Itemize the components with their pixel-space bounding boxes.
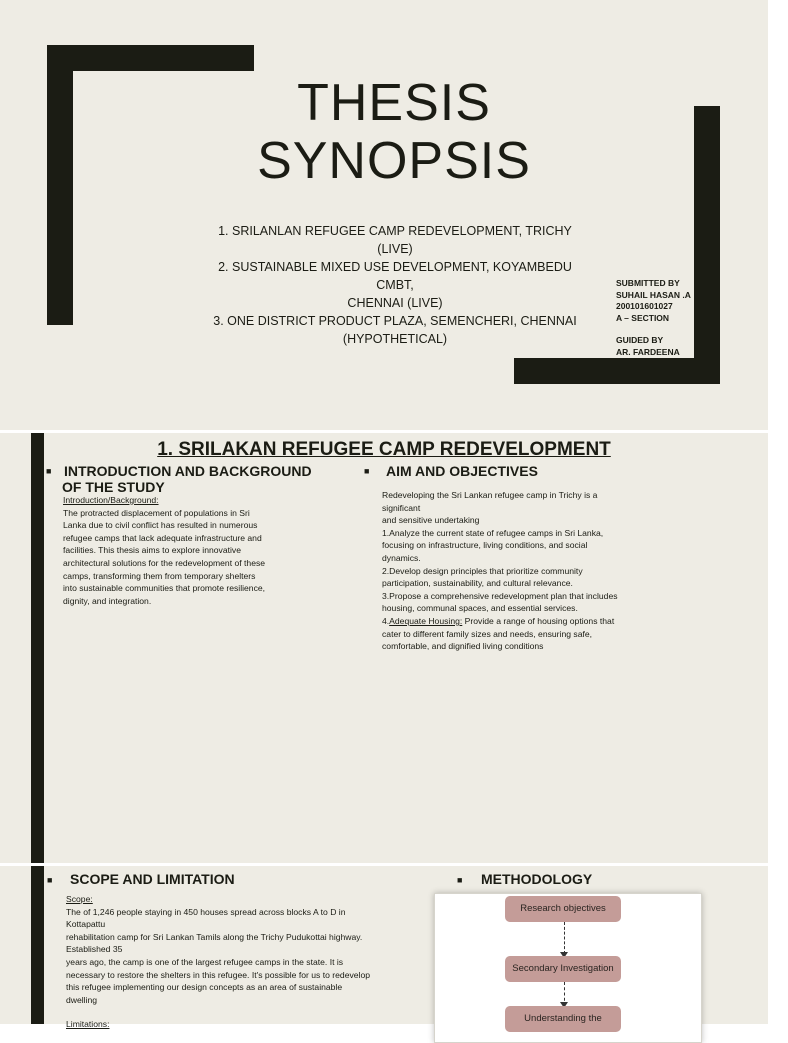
intro-heading-line-2: OF THE STUDY bbox=[62, 479, 165, 495]
scope-line: necessary to restore the shelters in this refugee. It's possible for us to redevelop bbox=[66, 969, 371, 980]
aim-item-4 bbox=[382, 615, 672, 628]
intro-label: Introduction/Background: bbox=[63, 495, 159, 505]
methodology-flowchart bbox=[434, 893, 702, 1043]
topic-line: (HYPOTHETICAL) bbox=[342, 332, 448, 346]
aim-heading: AIM AND OBJECTIVES bbox=[386, 463, 538, 479]
flow-arrow-line bbox=[564, 922, 565, 954]
topic-line: 1. SRILANLAN REFUGEE CAMP REDEVELOPMENT, TRICHY (LIVE) bbox=[218, 224, 572, 256]
aim-line: participation, sustainability, and cultural relevance. bbox=[382, 578, 573, 589]
limitations-label: Limitations: bbox=[66, 1019, 110, 1030]
refugee-camp-slide bbox=[0, 433, 768, 863]
aim-line: significant bbox=[382, 502, 421, 513]
intro-heading-line-1: INTRODUCTION AND BACKGROUND bbox=[64, 463, 312, 479]
roll-number: 200101601027 bbox=[616, 301, 673, 311]
aim-line: focusing on infrastructure, living conditions, and social bbox=[382, 540, 588, 551]
intro-heading bbox=[64, 463, 324, 495]
page-title bbox=[0, 74, 788, 190]
frame-bottom-right-horizontal bbox=[514, 358, 720, 384]
intro-line: refugee camps that lack adequate infrastructure and bbox=[63, 532, 262, 543]
scope-label: Scope: bbox=[66, 894, 93, 904]
aim-line: 1.Analyze the current state of refugee camps in Sri Lanka, bbox=[382, 527, 604, 538]
step-secondary-investigation: Secondary Investigation bbox=[505, 956, 621, 982]
section: A – SECTION bbox=[616, 312, 670, 323]
topic-line: 2. SUSTAINABLE MIXED USE DEVELOPMENT, KOYAMBEDU CMBT, bbox=[218, 260, 572, 292]
title-slide bbox=[0, 0, 768, 430]
frame-top-left-horizontal bbox=[47, 45, 254, 71]
step-understanding: Understanding the bbox=[505, 1006, 621, 1032]
scope-line: dwelling bbox=[66, 994, 98, 1005]
spacer bbox=[616, 324, 691, 335]
bullet-square-icon: ■ bbox=[457, 875, 463, 885]
topic-line: 3. ONE DISTRICT PRODUCT PLAZA, SEMENCHERI, CHENNAI bbox=[213, 314, 577, 328]
title-line-2: SYNOPSIS bbox=[257, 132, 531, 190]
scope-line: years ago, the camp is one of the largest refugee camps in the state. It is bbox=[66, 956, 344, 967]
aim-item-4-text: Provide a range of housing options that bbox=[462, 615, 615, 626]
intro-body bbox=[63, 494, 323, 607]
bullet-square-icon: ■ bbox=[46, 466, 52, 476]
intro-line: architectural solutions for the redevelopment of these bbox=[63, 557, 266, 568]
left-accent-bar bbox=[31, 433, 44, 863]
aim-line: housing, communal spaces, and essential services. bbox=[382, 603, 578, 614]
spacer bbox=[66, 1006, 426, 1018]
intro-line: The protracted displacement of populations in Sri bbox=[63, 507, 250, 518]
aim-line: cater to different family sizes and needs, ensuring safe, bbox=[382, 628, 593, 639]
scope-line: this refugee implementing our design concepts as an area of sustainable bbox=[66, 982, 343, 993]
aim-line: 2.Develop design principles that prioritize community bbox=[382, 565, 583, 576]
scope-line: The of 1,246 people staying in 450 houses spread across blocks A to D in bbox=[66, 906, 346, 917]
aim-line: comfortable, and dignified living conditions bbox=[382, 641, 544, 652]
aim-line: Redeveloping the Sri Lankan refugee camp in Trichy is a bbox=[382, 490, 598, 500]
aim-item-4-label: Adequate Housing: bbox=[389, 615, 463, 626]
guide-name: AR. FARDEENA bbox=[616, 346, 680, 357]
bullet-square-icon: ■ bbox=[364, 466, 370, 476]
thesis-topics bbox=[200, 222, 590, 348]
scope-body bbox=[66, 893, 426, 1031]
aim-item-4-prefix: 4. bbox=[382, 615, 390, 626]
intro-line: dignity, and integration. bbox=[63, 595, 152, 606]
aim-body bbox=[382, 489, 672, 653]
scope-line: Established 35 bbox=[66, 944, 123, 955]
aim-line: 3.Propose a comprehensive redevelopment plan that includes bbox=[382, 590, 618, 601]
intro-line: Lanka due to civil conflict has resulted in numerous bbox=[63, 520, 258, 531]
intro-line: facilities. This thesis aims to explore innovative bbox=[63, 545, 242, 556]
scope-line: rehabilitation camp for Sri Lankan Tamils along the Trichy Pudukottai highway. bbox=[66, 931, 363, 942]
aim-line: and sensitive undertaking bbox=[382, 515, 480, 526]
guided-by-label: GUIDED BY bbox=[616, 335, 664, 345]
topic-line: CHENNAI (LIVE) bbox=[347, 296, 443, 310]
title-line-1: THESIS bbox=[297, 74, 491, 132]
section-heading: 1. SRILAKAN REFUGEE CAMP REDEVELOPMENT bbox=[157, 439, 611, 460]
submission-details bbox=[616, 278, 691, 358]
step-research-objectives: Research objectives bbox=[505, 896, 621, 922]
scope-heading: SCOPE AND LIMITATION bbox=[70, 871, 235, 887]
submitted-by-label: SUBMITTED BY bbox=[616, 278, 680, 288]
scope-line: Kottapattu bbox=[66, 919, 106, 930]
left-accent-bar bbox=[31, 866, 44, 1024]
methodology-heading: METHODOLOGY bbox=[481, 871, 593, 887]
intro-line: camps, transforming them from temporary shelters bbox=[63, 570, 256, 581]
intro-line: into sustainable communities that promote resilience, bbox=[63, 583, 266, 594]
aim-line: dynamics. bbox=[382, 552, 421, 563]
scope-methodology-slide bbox=[0, 866, 768, 1030]
student-name: SUHAIL HASAN .A bbox=[616, 289, 691, 300]
bullet-square-icon: ■ bbox=[47, 875, 53, 885]
